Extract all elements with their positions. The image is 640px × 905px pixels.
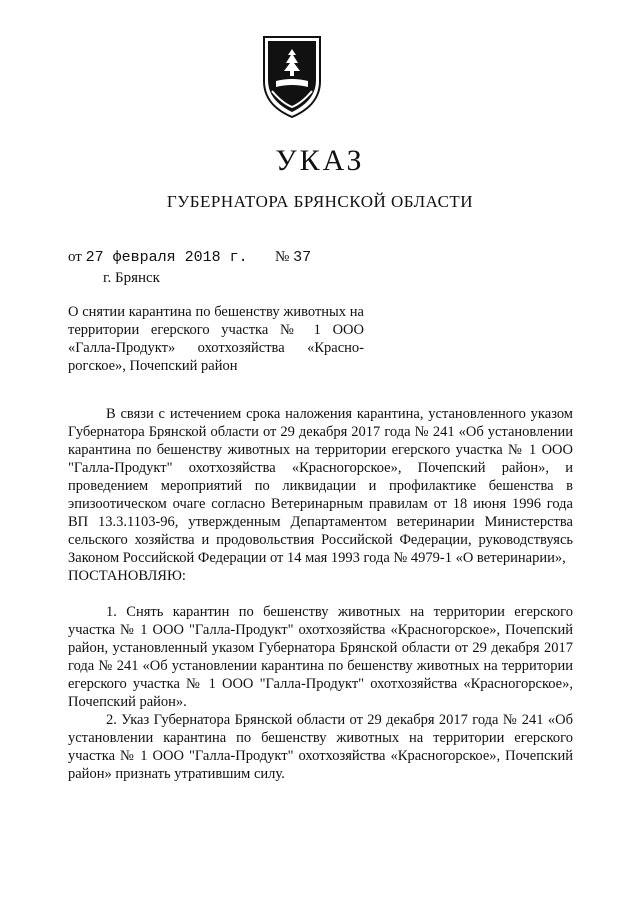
item-paragraph-2: 2. Указ Губернатора Брянской области от 29 декабря 2017 года № 241 «Об установлении карантина по бешенству животных на территории егерского участка № 1 ООО "Галла-Продукт" охотхозяйства «Красногорское», Почепский район» признать утратившим силу. <box>68 712 573 782</box>
preamble-paragraph: В связи с истечением срока наложения карантина, установленного указом Губернатора Брянской области от 29 декабря 2017 года № 241 «Об установлении карантина по бешенству животных на территории егерского участка № 1 ООО "Галла-Продукт" охотхозяйства «Красногорское», Почепский район», и проведением мероприятий по ликвидации и профилактике бешенства в эпизоотическом очаге согласно Ветеринарным правилам от 18 июня 1996 года ВП 13.3.1103-96, утвержденным Департаментом ветеринарии Министерства сельского хозяйства и продовольствия Российской Федерации, руководствуясь Законом Российской Федерации от 14 мая 1993 года № 4979-1 «О ветеринарии», <box>68 406 573 566</box>
document-heading: О снятии карантина по бешенству животных на территории егерского участка № 1 ООО «Галла-Продукт» охотхозяйства «Красно-рогское», Почепский район <box>68 304 364 374</box>
date-line <box>68 248 312 267</box>
coat-of-arms-icon <box>260 33 324 119</box>
document-number <box>275 248 311 267</box>
document-subtitle: ГУБЕРНАТОРА БРЯНСКОЙ ОБЛАСТИ <box>166 192 474 211</box>
city: г. Брянск <box>103 270 160 286</box>
date-value: 27 февраля 2018 г. <box>85 249 248 266</box>
document-body <box>68 405 573 783</box>
number-label: № <box>275 249 290 265</box>
resolve-word: ПОСТАНОВЛЯЮ: <box>68 568 186 584</box>
number-value: 37 <box>293 249 312 266</box>
document-title: УКАЗ <box>275 144 365 177</box>
date-prefix: от <box>68 249 82 265</box>
item-paragraph-1: 1. Снять карантин по бешенству животных на территории егерского участка № 1 ООО "Галла-Продукт" охотхозяйства «Красногорское», Почепский район, установленный указом Губернатора Брянской области от 29 декабря 2017 года № 241 «Об установлении карантина по бешенству животных на территории егерского участка № 1 ООО "Галла-Продукт" охотхозяйства «Красногорское», Почепский район». <box>68 604 573 710</box>
